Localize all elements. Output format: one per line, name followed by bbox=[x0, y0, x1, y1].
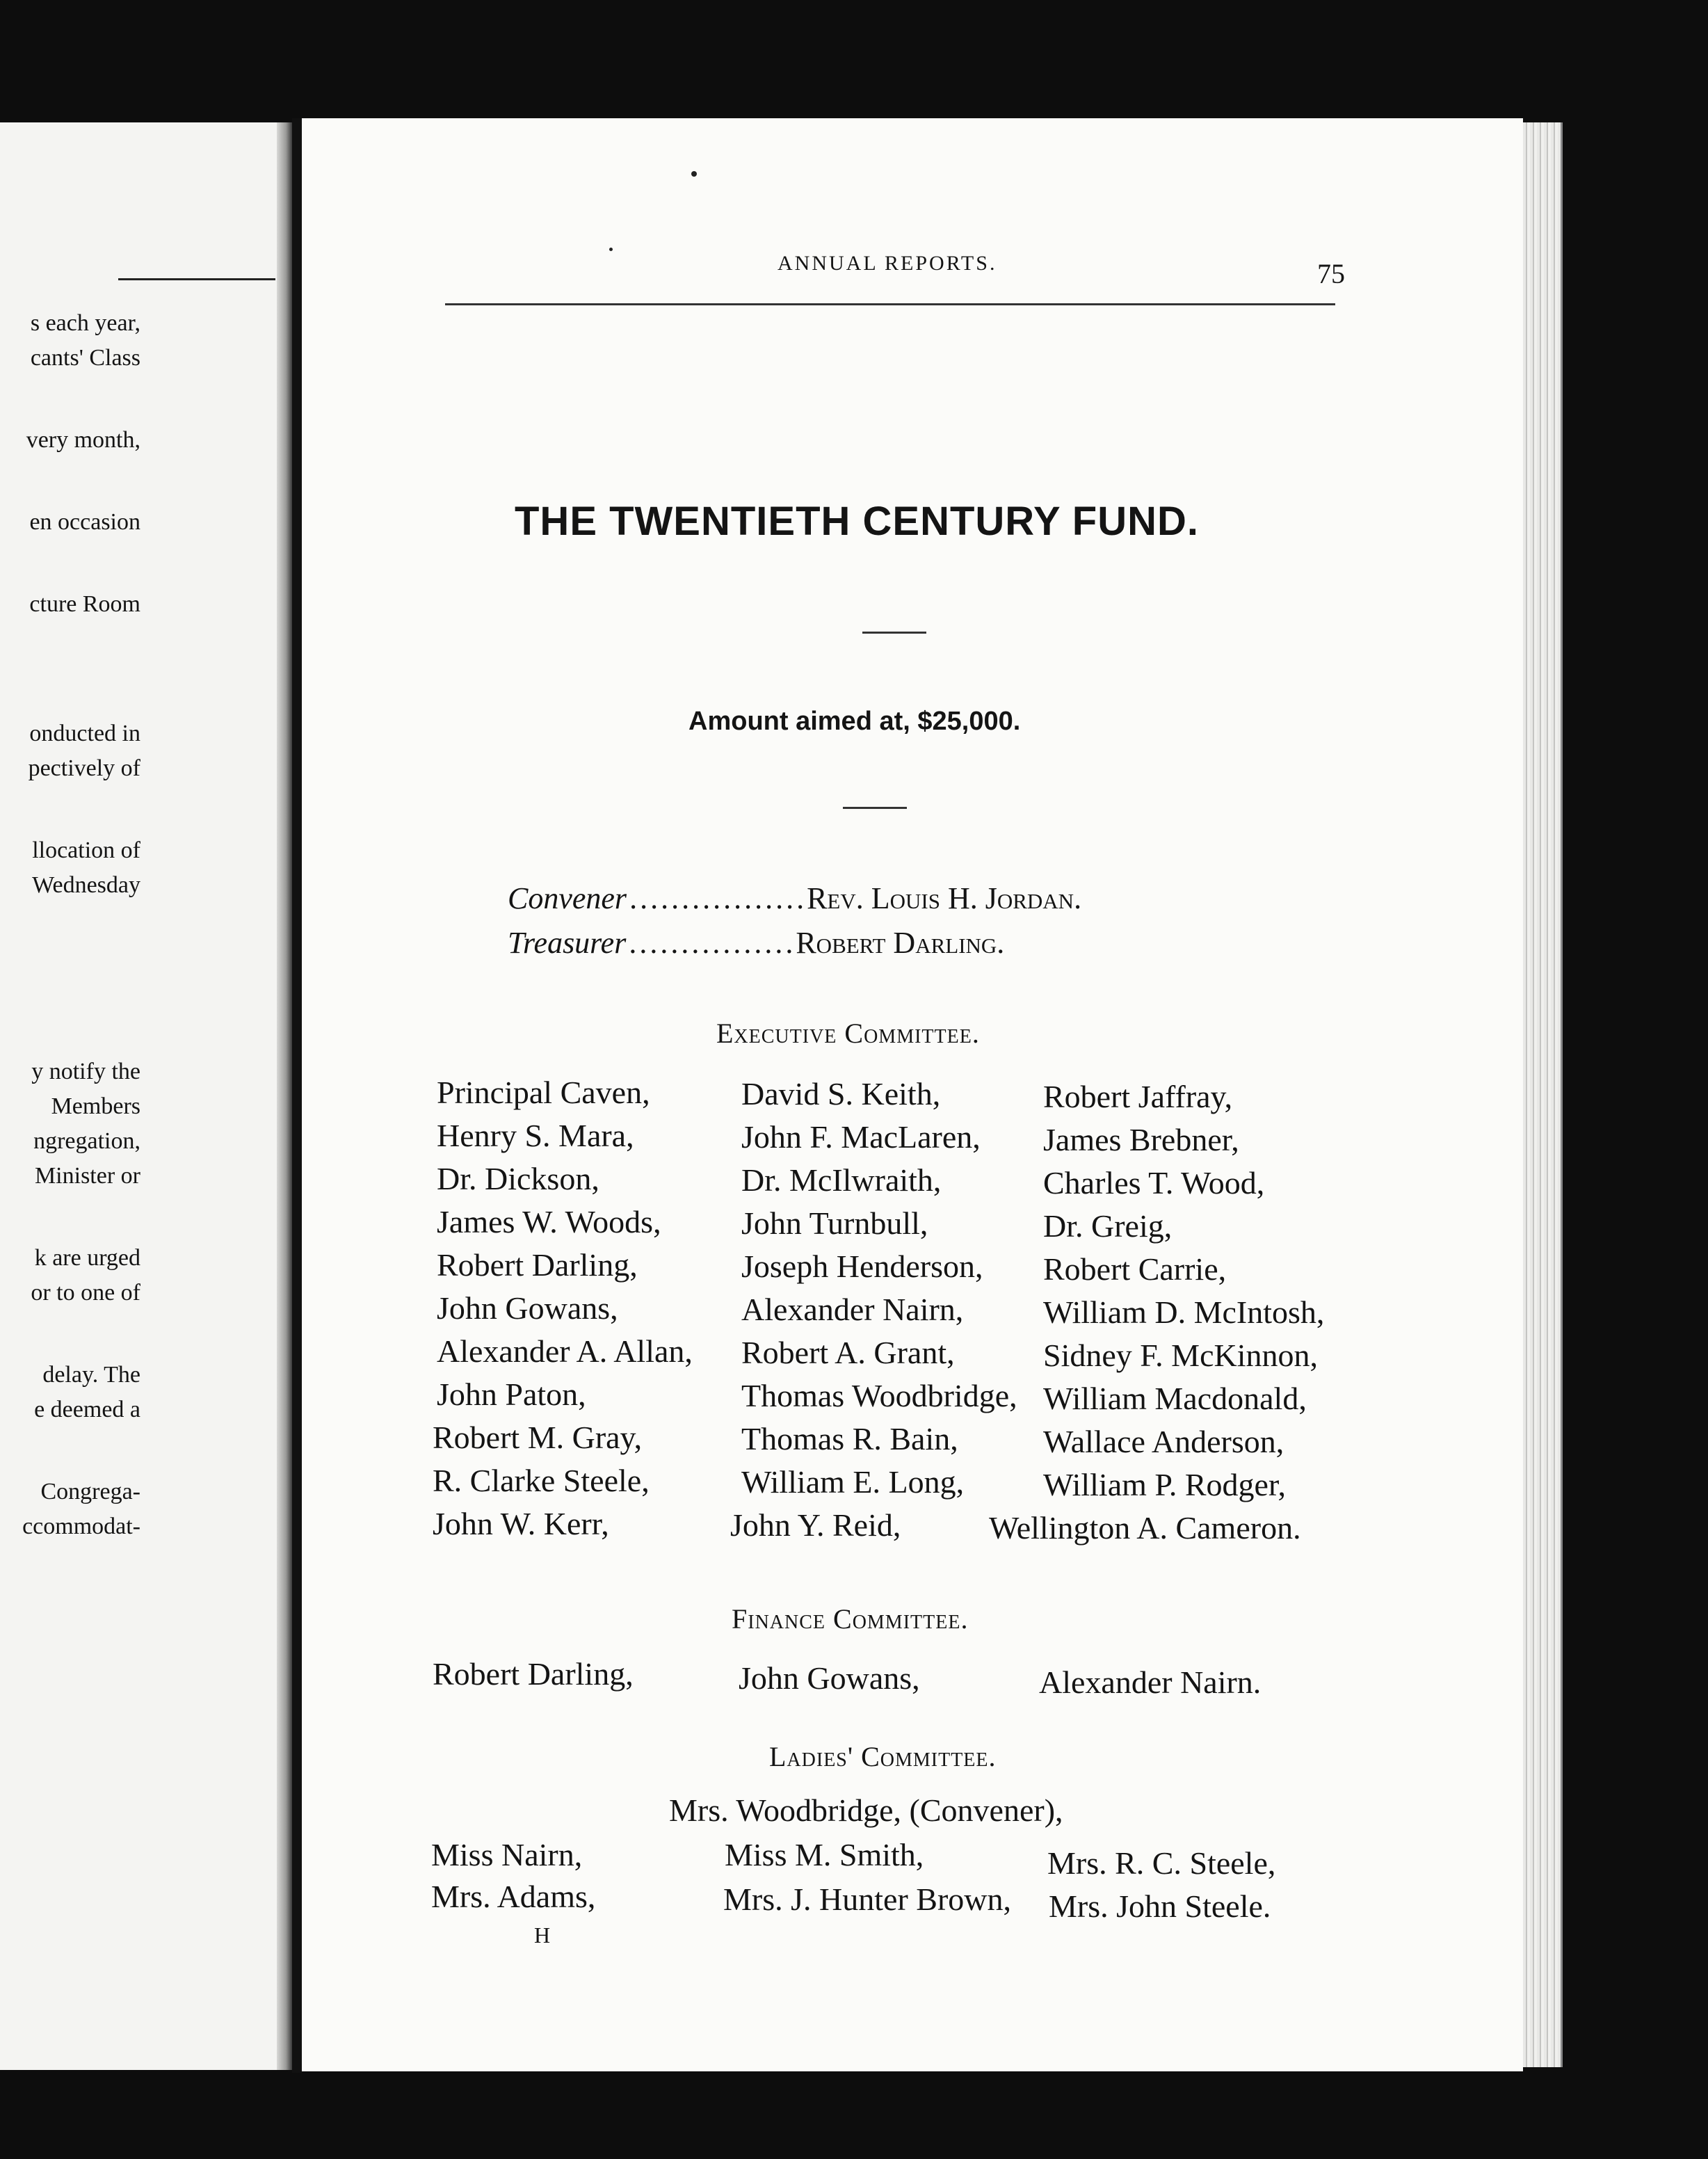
left-page-text bbox=[0, 122, 139, 2070]
ladies-member: Miss Nairn, bbox=[431, 1837, 583, 1872]
executive-member: John Turnbull, bbox=[741, 1205, 928, 1241]
left-page-line: llocation of bbox=[32, 837, 140, 863]
finance-member: John Gowans, bbox=[739, 1660, 920, 1696]
left-page-line: onducted in bbox=[29, 721, 140, 746]
left-page-line: pectively of bbox=[28, 755, 140, 781]
executive-member: John Y. Reid, bbox=[730, 1507, 901, 1543]
ladies-convener: Mrs. Woodbridge, (Convener), bbox=[669, 1792, 1063, 1828]
page-number: 75 bbox=[1317, 258, 1345, 289]
facing-page-left bbox=[0, 122, 292, 2070]
officer-row-treasurer bbox=[508, 925, 1004, 961]
officer-name: Robert Darling. bbox=[796, 926, 1005, 960]
left-page-gutter-shadow bbox=[277, 122, 292, 2070]
page-title: THE TWENTIETH CENTURY FUND. bbox=[515, 499, 1199, 544]
officer-row-convener bbox=[508, 881, 1081, 916]
officer-name: Rev. Louis H. Jordan. bbox=[807, 881, 1082, 915]
executive-member: Charles T. Wood, bbox=[1043, 1165, 1265, 1201]
executive-member: David S. Keith, bbox=[741, 1076, 941, 1111]
executive-member: Wellington A. Cameron. bbox=[989, 1510, 1301, 1546]
left-page-line: Congrega- bbox=[40, 1479, 140, 1504]
leader-dots: ................ bbox=[629, 926, 796, 960]
executive-member: Dr. Dickson, bbox=[437, 1161, 599, 1196]
executive-member: Alexander A. Allan, bbox=[437, 1333, 693, 1369]
executive-member: Dr. Greig, bbox=[1043, 1208, 1173, 1244]
executive-member: Robert Darling, bbox=[437, 1247, 638, 1283]
ladies-member: Mrs. R. C. Steele, bbox=[1047, 1845, 1276, 1881]
executive-member: James W. Woods, bbox=[437, 1204, 661, 1239]
left-page-line: ngregation, bbox=[33, 1128, 140, 1154]
book-spine bbox=[292, 118, 302, 2073]
executive-member: William P. Rodger, bbox=[1043, 1467, 1286, 1502]
executive-member: Alexander Nairn, bbox=[741, 1292, 964, 1327]
executive-member: William Macdonald, bbox=[1043, 1381, 1307, 1416]
left-page-line: delay. The bbox=[42, 1362, 140, 1388]
executive-member: R. Clarke Steele, bbox=[433, 1463, 650, 1498]
left-page-line: cants' Class bbox=[30, 345, 140, 371]
leader-dots: ................. bbox=[629, 881, 807, 915]
left-page-rule bbox=[118, 278, 275, 280]
finance-member: Robert Darling, bbox=[433, 1656, 634, 1692]
executive-member: Thomas Woodbridge, bbox=[741, 1378, 1017, 1413]
executive-member: John Paton, bbox=[437, 1377, 586, 1412]
left-page-line: k are urged bbox=[34, 1245, 140, 1271]
left-page-line: very month, bbox=[26, 427, 140, 453]
speck-mark bbox=[691, 171, 697, 177]
executive-member: John W. Kerr, bbox=[433, 1506, 609, 1541]
executive-member: Principal Caven, bbox=[437, 1075, 650, 1110]
executive-member: Joseph Henderson, bbox=[741, 1249, 983, 1284]
officer-role: Treasurer bbox=[508, 926, 627, 960]
executive-member: Robert M. Gray, bbox=[433, 1420, 643, 1455]
left-page-line: e deemed a bbox=[34, 1397, 140, 1422]
executive-member: Henry S. Mara, bbox=[437, 1118, 634, 1153]
executive-member: John F. MacLaren, bbox=[741, 1119, 981, 1155]
executive-member: William D. McIntosh, bbox=[1043, 1294, 1325, 1330]
ladies-member: Mrs. John Steele. bbox=[1049, 1888, 1271, 1924]
speck-mark bbox=[609, 248, 613, 251]
finance-committee-heading: Finance Committee. bbox=[732, 1603, 969, 1635]
executive-member: William E. Long, bbox=[741, 1464, 965, 1500]
title-divider bbox=[862, 632, 926, 634]
executive-member: Wallace Anderson, bbox=[1043, 1424, 1284, 1459]
left-page-line: y notify the bbox=[31, 1059, 140, 1084]
finance-member: Alexander Nairn. bbox=[1039, 1664, 1262, 1700]
executive-member: Robert Jaffray, bbox=[1043, 1079, 1233, 1114]
left-page-line: ccommodat- bbox=[22, 1514, 140, 1539]
amount-aimed: Amount aimed at, $25,000. bbox=[688, 707, 1021, 736]
executive-member: Robert A. Grant, bbox=[741, 1335, 955, 1370]
header-rule bbox=[445, 303, 1335, 305]
ladies-member: Miss M. Smith, bbox=[725, 1837, 924, 1872]
running-head: ANNUAL REPORTS. bbox=[778, 252, 997, 275]
left-page-line: Minister or bbox=[34, 1163, 140, 1189]
page-stack-edge bbox=[1523, 122, 1563, 2067]
left-page-line: Members bbox=[51, 1093, 140, 1119]
ladies-member: Mrs. Adams, bbox=[431, 1879, 596, 1914]
executive-member: James Brebner, bbox=[1043, 1122, 1239, 1157]
executive-member: John Gowans, bbox=[437, 1290, 618, 1326]
executive-member: Dr. McIlwraith, bbox=[741, 1162, 942, 1198]
left-page-line: or to one of bbox=[31, 1280, 140, 1306]
left-page-line: cture Room bbox=[29, 591, 140, 617]
officer-role: Convener bbox=[508, 881, 627, 915]
ladies-member: Mrs. J. Hunter Brown, bbox=[723, 1881, 1011, 1917]
amount-divider bbox=[843, 807, 907, 809]
signature-mark: H bbox=[534, 1923, 551, 1948]
executive-member: Sidney F. McKinnon, bbox=[1043, 1338, 1318, 1373]
executive-member: Robert Carrie, bbox=[1043, 1251, 1227, 1287]
left-page-line: en occasion bbox=[29, 509, 140, 535]
executive-member: Thomas R. Bain, bbox=[741, 1421, 958, 1456]
left-page-line: Wednesday bbox=[32, 872, 140, 898]
ladies-committee-heading: Ladies' Committee. bbox=[769, 1741, 997, 1772]
left-page-line: s each year, bbox=[30, 310, 140, 336]
executive-committee-heading: Executive Committee. bbox=[716, 1018, 980, 1049]
